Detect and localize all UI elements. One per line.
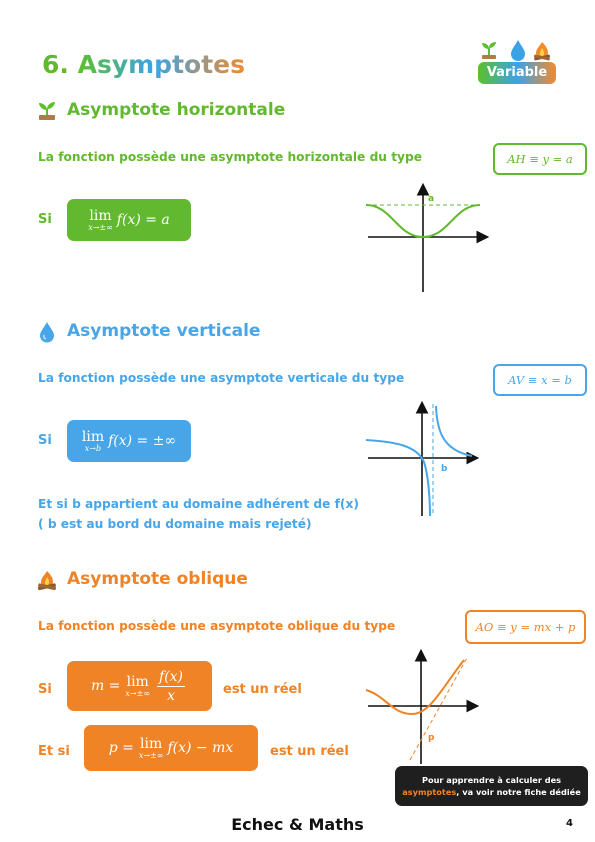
lim-subscript: x→±∞ bbox=[88, 222, 113, 232]
oblique-etsi-label: Et si bbox=[38, 744, 70, 759]
horizontal-limit-expr: f(x) = a bbox=[116, 212, 170, 228]
campfire-icon bbox=[534, 42, 550, 61]
title-number: 6. bbox=[42, 50, 78, 79]
vertical-lim bbox=[82, 430, 104, 453]
p-lhs: p = bbox=[108, 740, 134, 756]
graph-label-p: p bbox=[428, 733, 435, 743]
difficulty-badge: Variable bbox=[478, 62, 556, 84]
section-title-oblique: Asymptote oblique bbox=[67, 569, 248, 589]
horizontal-type-formula bbox=[493, 143, 587, 175]
related-sheet-callout[interactable] bbox=[395, 766, 588, 806]
callout-line2 bbox=[395, 786, 588, 798]
page-title bbox=[42, 50, 245, 79]
p-lim bbox=[139, 737, 164, 760]
seedling-icon bbox=[482, 42, 496, 59]
oblique-asymptote-line bbox=[410, 656, 468, 760]
lim-word: lim bbox=[89, 207, 112, 224]
title-text: Asymptotes bbox=[77, 50, 245, 79]
callout-highlight: asymptotes bbox=[402, 787, 457, 797]
badge-icons bbox=[478, 38, 558, 62]
lim-word: lim bbox=[140, 735, 163, 752]
horizontal-si-label: Si bbox=[38, 212, 52, 227]
oblique-si-label: Si bbox=[38, 682, 52, 697]
section-title-vertical: Asymptote verticale bbox=[67, 321, 261, 341]
horizontal-lim bbox=[88, 209, 113, 232]
m-denominator: x bbox=[167, 687, 175, 704]
footer-brand: Echec & Maths bbox=[231, 815, 364, 834]
callout-line1: Pour apprendre à calculer des bbox=[421, 775, 562, 785]
horizontal-type-formula-text: AH ≡ y = a bbox=[507, 152, 573, 166]
m-lhs: m = bbox=[90, 678, 121, 694]
horizontal-asymptote-graph bbox=[362, 180, 492, 295]
oblique-description: La fonction possède une asymptote oblique du type bbox=[38, 619, 396, 633]
oblique-p-box bbox=[84, 725, 258, 771]
graph-label-a: a bbox=[428, 194, 435, 204]
section-title-horizontal: Asymptote horizontale bbox=[67, 100, 286, 120]
lim-subscript: x→±∞ bbox=[138, 750, 164, 760]
m-lim bbox=[125, 675, 150, 698]
lim-word: lim bbox=[126, 673, 149, 690]
oblique-m-suffix: est un réel bbox=[223, 682, 302, 697]
vertical-asymptote-graph bbox=[362, 400, 482, 518]
vertical-type-formula-text: AV ≡ x = b bbox=[508, 373, 572, 387]
lim-word: lim bbox=[81, 428, 105, 445]
oblique-p-suffix: est un réel bbox=[270, 744, 349, 759]
horizontal-description: La fonction possède une asymptote horizontale du type bbox=[38, 150, 422, 164]
vertical-type-formula bbox=[493, 364, 587, 396]
function-curve-left bbox=[366, 440, 430, 516]
water-drop-icon bbox=[511, 40, 525, 61]
vertical-description: La fonction possède une asymptote verticale du type bbox=[38, 371, 405, 385]
campfire-icon bbox=[36, 569, 58, 591]
horizontal-limit-box bbox=[67, 199, 191, 241]
vertical-limit-box bbox=[67, 420, 191, 462]
water-drop-icon bbox=[36, 321, 58, 343]
lim-subscript: x→b bbox=[84, 443, 102, 453]
oblique-m-box bbox=[67, 661, 212, 711]
oblique-type-formula-text: AO ≡ y = mx + p bbox=[475, 620, 576, 634]
graph-label-b: b bbox=[441, 464, 448, 474]
vertical-si-label: Si bbox=[38, 433, 52, 448]
m-numerator: f(x) bbox=[159, 668, 184, 685]
lim-subscript: x→±∞ bbox=[125, 688, 151, 698]
vertical-note-line1: Et si b appartient au domaine adhérent de f(x) bbox=[38, 497, 359, 511]
vertical-note-line2: ( b est au bord du domaine mais rejeté) bbox=[38, 517, 312, 531]
vertical-limit-expr: f(x) = ±∞ bbox=[108, 433, 177, 449]
m-fraction bbox=[157, 668, 185, 705]
callout-line2-rest: , va voir notre fiche dédiée bbox=[456, 787, 581, 797]
function-curve-right bbox=[436, 406, 472, 456]
p-expr: f(x) − mx bbox=[167, 740, 234, 756]
page-number: 4 bbox=[566, 818, 573, 829]
oblique-asymptote-graph bbox=[362, 648, 482, 766]
seedling-icon bbox=[36, 100, 58, 122]
oblique-type-formula bbox=[465, 610, 586, 644]
